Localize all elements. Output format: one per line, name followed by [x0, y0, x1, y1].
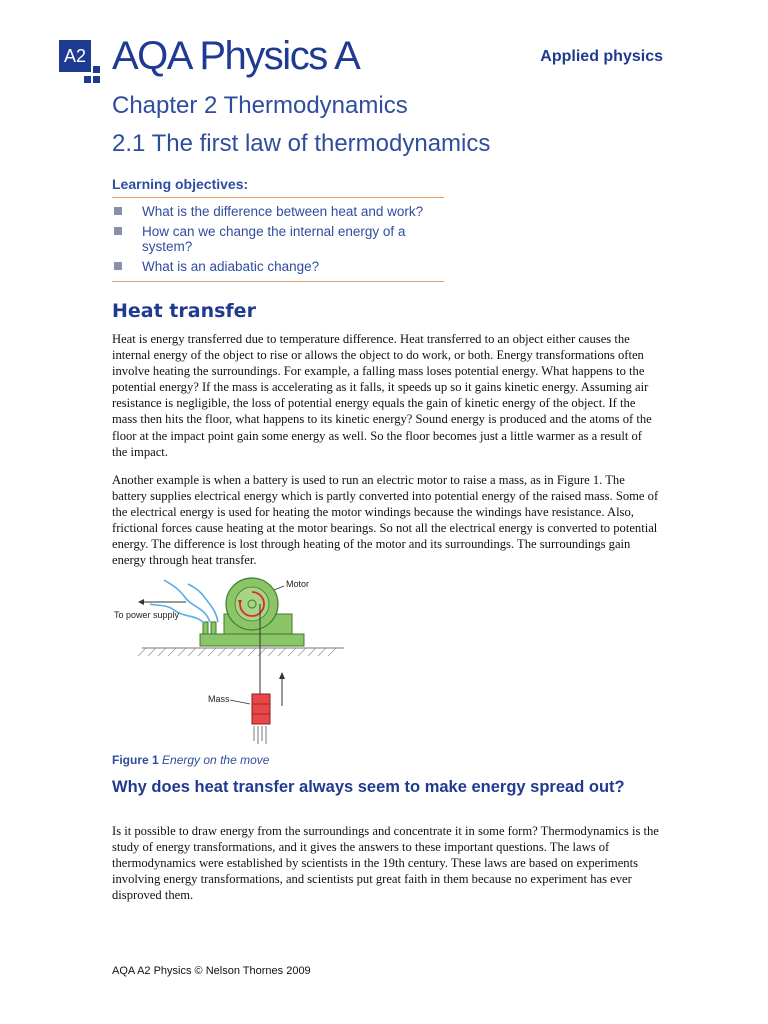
list-item: How can we change the internal energy of a system? — [112, 224, 444, 254]
chapter-title: Chapter 2 Thermodynamics — [112, 92, 408, 119]
figure-number: Figure 1 — [112, 753, 159, 767]
square-bullet-icon — [114, 207, 122, 215]
mass-shape — [252, 694, 270, 724]
label-mass: Mass — [208, 694, 230, 704]
logo-square — [84, 76, 91, 83]
section-title: 2.1 The first law of thermodynamics — [112, 130, 491, 157]
footer-copyright: AQA A2 Physics © Nelson Thornes 2009 — [112, 965, 311, 977]
figure-caption-text: Energy on the move — [162, 753, 270, 767]
learning-objectives-title: Learning objectives: — [112, 176, 249, 192]
label-power-supply: To power supply — [114, 610, 180, 620]
paragraph: Heat is energy transferred due to temperature difference. Heat transferred to an object either causes the internal energy of the object to rise or allows the object to do work, or both. Energy transformations often involve heating the surroundings. For example, a falling mass loses potential energy. What happens to the potential energy? If the mass is accelerating as it falls, it speeds up so it gains kinetic energy. Assuming air resistance is negligible, the loss of potential energy equals the gain of kinetic energy of the object. If the mass then hits the floor, what happens to its kinetic energy? Sound energy is produced and the atoms of the floor at the impact point gain some energy as well. So the floor becomes just a little warmer as a result of the impact. — [112, 332, 652, 459]
brand-logo: AQA Physics A — [112, 34, 360, 78]
figure-caption — [112, 753, 269, 767]
figure-motor-diagram — [112, 576, 344, 746]
heading-why-heat-transfer: Why does heat transfer always seem to make energy spread out? — [112, 778, 625, 796]
logo-square — [93, 76, 100, 83]
list-item: What is an adiabatic change? — [112, 259, 444, 274]
logo-badge: A2 — [59, 40, 91, 72]
paragraph: Is it possible to draw energy from the surroundings and concentrate it in some form? Thermodynamics is the study of energy transformations, and it gives the answers to these important questions. The laws of thermodynamics were established by scientists in the 19th century. These laws are based on experiments involving energy transformations, and scientists put great faith in them because no experiment has ever disproved them. — [112, 824, 659, 903]
label-motor: Motor — [286, 579, 310, 589]
square-bullet-icon — [114, 262, 122, 270]
paragraph: Another example is when a battery is used to run an electric motor to raise a mass, as in Figure 1. The battery supplies electrical energy which is partly converted into potential energy of the raised mass. Some of the electrical energy is used for heating the motor windings because the windings have resistance. Also, frictional forces cause heating at the motor bearings. So not all the electrical energy is converted to potential energy. The difference is lost through heating of the motor and its surroundings. The surroundings gain energy through heat transfer. — [112, 473, 659, 568]
divider — [112, 197, 444, 198]
section-label: Applied physics — [540, 48, 663, 65]
learning-objectives-list — [112, 204, 444, 279]
logo-square — [93, 66, 100, 73]
square-bullet-icon — [114, 227, 122, 235]
list-item: What is the difference between heat and work? — [112, 204, 444, 219]
heading-heat-transfer: Heat transfer — [112, 300, 256, 322]
divider — [112, 281, 444, 282]
